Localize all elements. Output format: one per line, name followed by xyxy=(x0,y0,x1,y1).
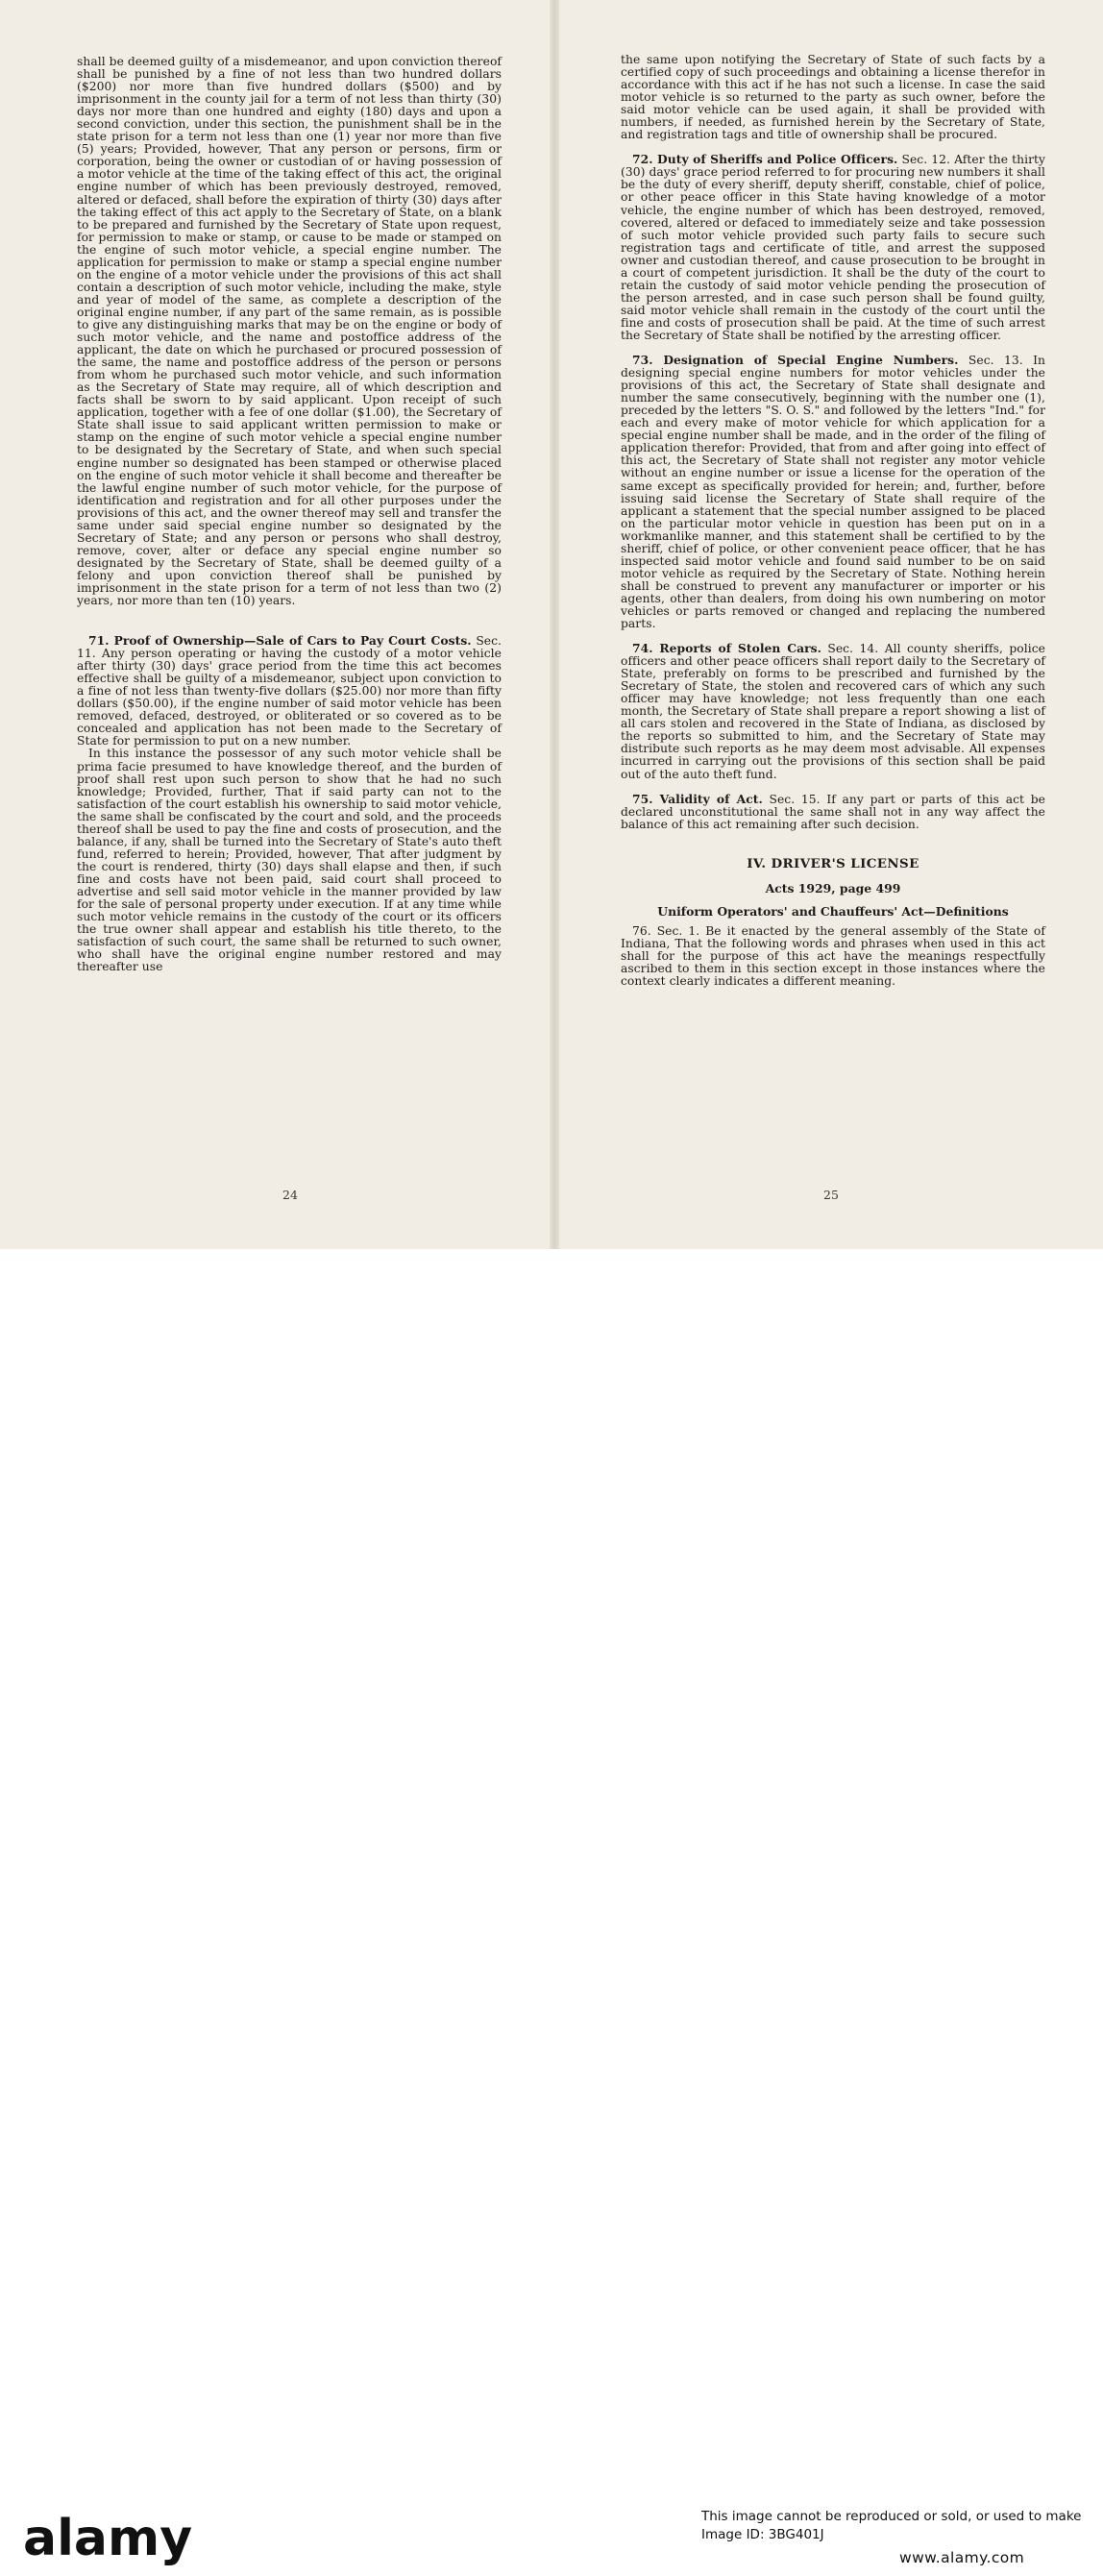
watermark-caption-line-1: This image cannot be reproduced or sold, or used to make xyxy=(701,2509,1082,2524)
section-71-paragraph-2: In this instance the possessor of any such motor vehicle shall be prima facie presumed to have knowledge thereof, and the burden of proof shall rest upon such person to show that he had no such knowledge; Provided, further, That if said party can not to the satisfaction of the court establish his ownership to said motor vehicle, the same shall be confiscated by the court and sold, and the proceeds thereof shall be used to pay the fine and costs of prosecution, and the balance, if any, shall be turned into the Secretary of State's auto theft fund, referred to herein; Provided, however, That after judgment by the court is rendered, thirty (30) days shall elapse and then, if such fine and costs have not been paid, said court shall proceed to advertise and sell said motor vehicle in the manner provided by law for the sale of personal property under execution. If at any time while such motor vehicle remains in the custody of the court or its officers the true owner shall appear and establish his title thereto, to the satisfaction of such court, the same shall be returned to such owner, who shall have the original engine number restored and may thereafter use xyxy=(77,747,502,974)
page-number-right: 25 xyxy=(823,1188,839,1202)
svg-text:alamy: alamy xyxy=(23,2513,193,2567)
book-spread-scan xyxy=(0,0,1103,1249)
right-paragraph-continued: the same upon notifying the Secretary of State of such facts by a certified copy of such proceedings and obtaining a license therefor in accordance with this act if he has not such a license. In case the said motor vehicle is so returned to the party as such owner, before the said motor vehicle can be used again, it shall be provided with numbers, if needed, as furnished herein by the Secretary of State, and registration tags and title of ownership shall be procured. xyxy=(621,53,1045,142)
watermark-url[interactable]: www.alamy.com xyxy=(899,2549,1025,2566)
right-page xyxy=(621,54,1045,988)
section-75 xyxy=(621,793,1045,831)
left-page xyxy=(77,56,502,973)
section-73 xyxy=(621,354,1045,630)
left-paragraph-continued: shall be deemed guilty of a misdemeanor, and upon conviction thereof shall be punished by a fine of not less than two hundred dollars ($200) nor more than five hundred dollars ($500) and by imprisonment in the county jail for a term of not less than thirty (30) days nor more than one hundred and eighty (180) days and upon a second conviction, under this section, the punishment shall be in the state prison for a term not less than one (1) year nor more than five (5) years; Provided, however, That any person or persons, firm or corporation, being the owner or custodian of or having possession of a motor vehicle at the time of the taking effect of this act, the original engine number of which has been previously destroyed, removed, altered or defaced, shall before the expiration of thirty (30) days after the taking effect of this act apply to the Secretary of State, on a blank to be prepared and furnished by the Secretary of State upon request, for permission to make or stamp, or cause to be made or stamped on the engine of such motor vehicle, a special engine number. The application for permission to make or stamp a special engine number on the engine of a motor vehicle under the provisions of this act shall contain a description of such motor vehicle, including the make, style and year of model of the same, as complete a description of the original engine number, if any part of the same remain, as is possible to give any distinguishing marks that may be on the engine or body of such motor vehicle, and the name and postoffice address of the applicant, the date on which he purchased or procured possession of the same, the name and postoffice address of the person or persons from whom he purchased such motor vehicle, and such information as the Secretary of State may require, all of which description and facts shall be sworn to by said applicant. Upon receipt of such application, together with a fee of one dollar ($1.00), the Secretary of State shall issue to said applicant written permission to make or stamp on the engine of such motor vehicle a special engine number to be designated by the Secretary of State, and when such special engine number so designated has been stamped or otherwise placed on the engine of such motor vehicle it shall become and thereafter be the lawful engine number of such motor vehicle, for the purpose of identification and registration and for all other purposes under the provisions of this act, and the owner thereof may sell and transfer the same under said special engine number so designated by the Secretary of State; and any person or persons who shall destroy, remove, cover, alter or deface any special engine number so designated by the Secretary of State, shall be deemed guilty of a felony and upon conviction thereof shall be punished by imprisonment in the state prison for a term of not less than two (2) years, nor more than ten (10) years. xyxy=(77,55,502,608)
act-name-heading: Uniform Operators' and Chauffeurs' Act—Definitions xyxy=(657,903,1009,919)
watermark-image-id: Image ID: 3BG401J xyxy=(701,2527,824,2542)
section-73-heading: 73. Designation of Special Engine Numbers. xyxy=(632,353,959,368)
section-75-body: Sec. 15. If any part or parts of this act be declared unconstitutional the same shall not in any way affect the balance of this act remaining after such decision. xyxy=(621,792,1045,831)
section-73-body: Sec. 13. In designing special engine numbers for motor vehicles under the provisions of this act, the Secretary of State shall designate and number the same consecutively, beginning with the number one (1), preceded by the letters "S. O. S." and followed by the letters "Ind." for each and every make of motor vehicle for which application for a special engine number shall be made, and in the order of the filing of application therefor: Provided, that from and after going into effect of this act, the Secretary of State shall not register any motor vehicle without an engine number or issue a license for the operation of the same except as specifically provided for herein; and, further, before issuing said license the Secretary of State shall require of the applicant a statement that the special number assigned to be placed on the particular motor vehicle in question has been put on in a workmanlike manner, and this statement shall be certified to by the sheriff, chief of police, or other convenient peace officer, that he has inspected said motor vehicle and found said number to be on said motor vehicle as required by the Secretary of State. Nothing herein shall be construed to prevent any manufacturer or importer or his agents, other than dealers, from doing his own numbering on motor vehicles or parts removed or changed and replacing the numbered parts. xyxy=(621,354,1045,631)
page-number-left: 24 xyxy=(282,1188,298,1202)
alamy-logo xyxy=(23,2513,215,2576)
section-71 xyxy=(77,634,502,748)
chapter-heading: IV. DRIVER'S LICENSE xyxy=(747,855,919,871)
section-74-heading: 74. Reports of Stolen Cars. xyxy=(632,641,821,656)
section-72-heading: 72. Duty of Sheriffs and Police Officers. xyxy=(632,152,898,167)
section-71-body: Sec. 11. Any person operating or having the custody of a motor vehicle after thirty (30) days' grace period from the time this act becomes effective shall be guilty of a misdemeanor, subject upon conviction to a fine of not less than twenty-five dollars ($25.00) nor more than fifty dollars ($50.00), if the engine number of said motor vehicle has been removed, defaced, destroyed, or obliterated or so covered as to be concealed and application has not been made to the Secretary of State for permission to put on a new number. xyxy=(77,634,502,748)
section-72 xyxy=(621,153,1045,342)
watermark-band xyxy=(0,1249,1103,2567)
section-72-body: Sec. 12. After the thirty (30) days' grace period referred to for procuring new numbers it shall be the duty of every sheriff, deputy sheriff, constable, chief of police, or other peace officer in this State having knowledge of a motor vehicle, the engine number of which has been destroyed, removed, covered, altered or defaced to immediately seize and take possession of such motor vehicle provided such party fails to secure such registration tags and certificate of title, and arrest the supposed owner and custodian thereof, and cause prosecution to be brought in a court of competent jurisdiction. It shall be the duty of the court to retain the custody of said motor vehicle pending the prosecution of the person arrested, and in case such person shall be found guilty, said motor vehicle shall remain in the custody of the court until the fine and costs of prosecution shall be paid. At the time of such arrest the Secretary of State shall be notified by the arresting officer. xyxy=(621,153,1045,342)
acts-reference: Acts 1929, page 499 xyxy=(765,880,901,895)
section-71-heading: 71. Proof of Ownership—Sale of Cars to Pay Court Costs. xyxy=(88,633,472,649)
section-76: 76. Sec. 1. Be it enacted by the general assembly of the State of Indiana, That the following words and phrases when used in this act shall for the purpose of this act have the meanings respectfully ascribed to them in this section except in those instances where the context clearly indicates a different meaning. xyxy=(621,923,1045,988)
watermark-caption xyxy=(701,2508,1081,2544)
book-spine xyxy=(550,0,559,1249)
section-74-body: Sec. 14. All county sheriffs, police officers and other peace officers shall report daily to the Secretary of State, preferably on forms to be prescribed and furnished by the Secretary of State, the stolen and recovered cars of which any such officer may have knowledge; not less frequently than one each month, the Secretary of State shall prepare a report showing a list of all cars stolen and recovered in the State of Indiana, as disclosed by the reports so submitted to him, and the Secretary of State may distribute such reports as he may deem most advisable. All expenses incurred in carrying out the provisions of this section shall be paid out of the auto theft fund. xyxy=(621,642,1045,781)
section-75-heading: 75. Validity of Act. xyxy=(632,791,763,806)
section-74 xyxy=(621,642,1045,781)
